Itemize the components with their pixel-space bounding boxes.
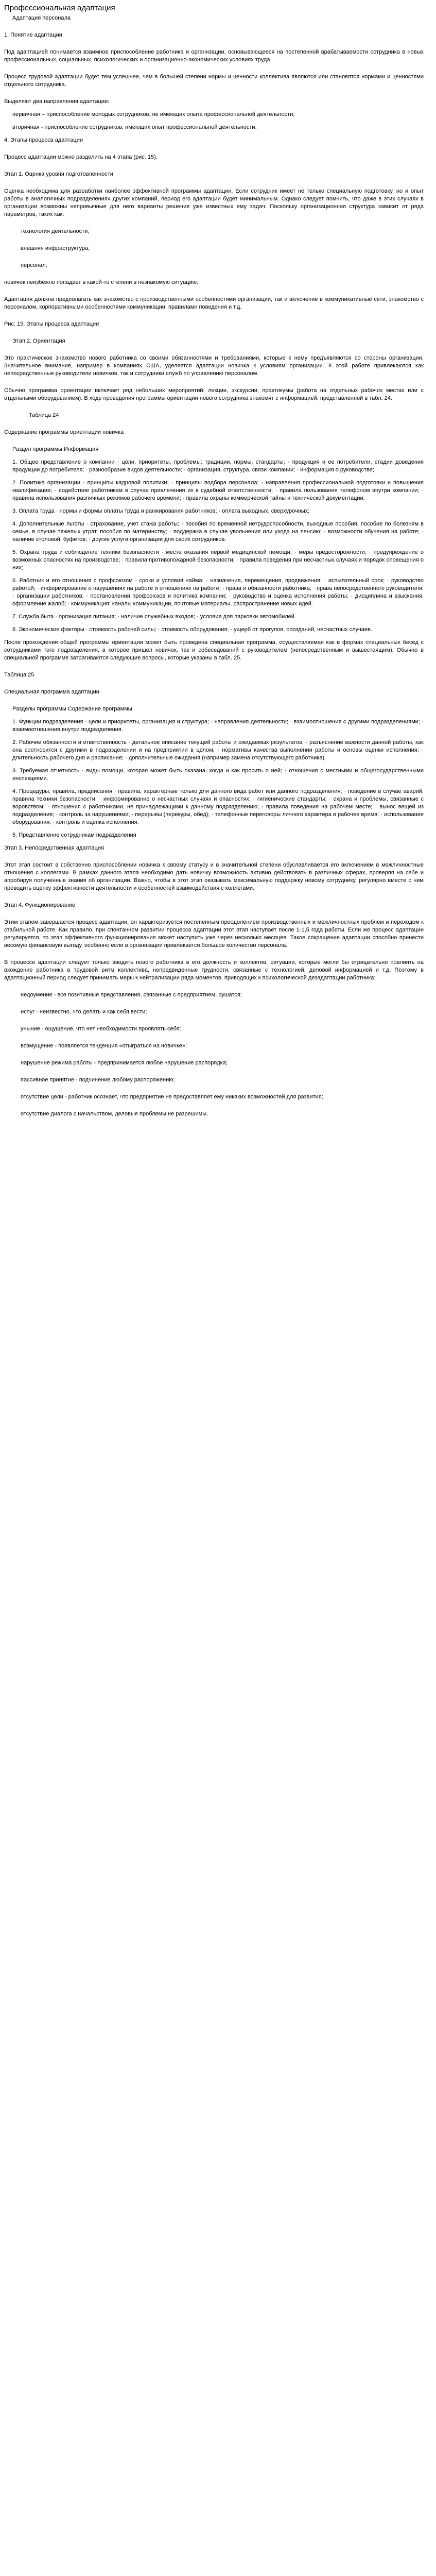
section-heading-tab25: Таблица 25 — [4, 672, 34, 678]
section-heading-s10: Этап 4. Функционирование — [4, 902, 76, 908]
paragraph-p8: технология деятельности; — [21, 228, 90, 234]
paragraph-p12: Адаптация должна предполагать как знакомство с производственными особенностями организации, так и включение в коммуникативные сети, знакомство с персоналом, корпоративными особенностями коммуникации, правилами поведения и т.д. — [4, 296, 424, 310]
paragraph-p14: Обычно программа ориентации включает ряд небольших мероприятий: лекции, экскурсии, практикумы (работа на отдельных рабочих местах или с отдельными оборудованием). В ходе проведения программы ориентации нового сотрудника знакомят с информацией, представленной в табл. 24. — [4, 387, 424, 401]
document-body — [4, 31, 424, 1118]
paragraph-t25r5: 5. Представление сотрудникам подразделения — [12, 832, 136, 838]
paragraph-t24r7: 7. Служба быта · организация питания; · наличие служебных входов; · условия для парковки автомобилей. — [12, 614, 296, 620]
document-subtitle: Адаптация персонала — [12, 15, 71, 21]
paragraph-t24r3: 3. Оплата труда · нормы и формы оплаты труда и ранжирования работников; · оплата выходных, сверхурочных; — [12, 508, 310, 514]
section-heading-s7: Содержание программы ориентации новичка — [4, 429, 124, 435]
paragraph-p9: внешняя инфраструктура; — [21, 245, 90, 251]
section-heading-s9: Этап 3. Непосредственная адаптация — [4, 845, 104, 851]
paragraph-p2: Процесс трудовой адаптации будет тем успешнее, чем в большей степени нормы и ценности коллектива являются или становятся нормами и ценностями отдельного сотрудника. — [4, 74, 424, 88]
paragraph-p10: персонал; — [21, 262, 47, 268]
paragraph-t25r1: 1. Функции подразделения · цели и приоритеты, организация и структура; · направления деятельности; · взаимоотношения с другими подразделениями; · взаимоотношения внутри подразделения. — [12, 719, 424, 733]
paragraph-t24h: Раздел программы Информация — [12, 446, 99, 452]
section-heading-tab24: Таблица 24 — [29, 412, 59, 418]
section-heading-s1: 1. Понятие адаптации — [4, 32, 62, 38]
paragraph-t24r2: 2. Политика организации · принципы кадровой политики; · принципы подбора персонала; · направления профессиональной подготовки и повышения квалификации; · содействие работникам в случае привлечения их к судебной ответственности; · правила пользования телефоном внутри компании; · правила использования различных режимов рабочего времени; · правила охраны коммерческой тайны и технической документации; — [12, 480, 424, 501]
paragraph-p20: испуг - неизвестно, что делать и как себя вести; — [21, 1009, 147, 1015]
paragraph-p21: уныние - ощущение, что нет необходимости проявлять себя; — [21, 1026, 181, 1032]
paragraph-t25h: Разделы программы Содержание программы — [12, 706, 132, 712]
paragraph-t25r4: 4. Процедуры, правила, предписания · правила, характерные только для данного вида работ или данного подразделения; · поведение в случае аварий, правила техники безопасности; · информирование о несчастных случаях и опасностях; · гигиенические стандарты; · охрана и проблемы, связанные с воровством; · отношения с работниками, не принадлежащими к данному подразделению; · правила поведения на рабочем месте; · вынос вещей из подразделения; · контроль за нарушениями; · перерывы (перекуры, обед); · телефонные переговоры личного характера в рабочее время; · использование оборудования; · контроль и оценка исполнения. — [12, 788, 424, 825]
paragraph-p23: нарушение режима работы - предпринимается любое нарушение распорядка; — [21, 1060, 228, 1066]
section-heading-s6: Этап 2. Ориентация — [12, 338, 65, 344]
paragraph-p7: Оценка необходима для разработки наиболее эффективной программы адаптации. Если сотрудник имеет не только специальную подготовку, но и опыт работы в аналогичных подразделениях других компаний, период его адаптации будет минимальным. Однако следует помнить, что даже в этих случаях в организации возможны непривычные для него варианты решения уже известных ему задач. Поскольку организационная структура зависит от ряда параметров, таких как: — [4, 188, 424, 217]
paragraph-p13: Это практическое знакомство нового работника со своими обязанностями и требованиями, которые к нему предъявляются со стороны организации. Значительное внимание, например в компаниях США, уделяется адаптации новичка к условиям организации. К этой работе привлекаются как непосредственные руководители новичков, так и сотрудники служб по управлению персоналом. — [4, 355, 424, 377]
paragraph-p16: Этот этап состоит в собственно приспособлении новичка к своему статусу и в значительной степени обуславливается его включением в межличностные отношения с коллегами. В рамках данного этапа необходимо дать новичку возможность активно действовать в различных сферах, проверяя на себе и апробируя полученные знания об организации. Важно, чтобы в этот этап оказывать максимальную поддержку новому сотруднику, регулярно вместе с ним проводить оценку эффективности деятельности и особенностей взаимодействия с коллегами. — [4, 862, 424, 891]
paragraph-p22: возмущение - появляется тенденция «отыграться на новичке»; — [21, 1043, 187, 1049]
paragraph-p25: отсутствие цели - работник осознает, что предприятие не предоставляет ему никаких возможностей для развития; — [21, 1094, 323, 1100]
paragraph-p26: отсутствие диалога с начальством, деловые проблемы не разрешимы. — [21, 1111, 208, 1117]
paragraph-p11: новичок неизбежно попадает в какой-то степени в незнакомую ситуацию. — [4, 279, 199, 285]
paragraph-t24r4: 4. Дополнительные льготы · страхование, учет стажа работы; · пособия по временной нетрудоспособности, выходные пособия, пособие по болезням в семье, в случае тяжелых утрат, пособия по материнству; · поддержка в случае увольнения или ухода на пенсию; · возможности обучения на работе; · наличие столовой, буфетов; · другие услуги организации для своих сотрудников. — [12, 521, 424, 543]
paragraph-t25r2: 2. Рабочие обязанности и ответственность · детальное описание текущей работы и ожидаемых результатов; · разъяснение важности данной работы, как она соотносится с другими в подразделении и на предприятии в целом; · нормативы качества выполнения работы и основы оценки исполнения; · длительность рабочего дня и расписание; · дополнительные ожидания (например замена отсутствующего работника). — [12, 739, 424, 761]
paragraph-t24r8: 8. Экономические факторы · стоимость рабочей силы; · стоимость оборудования; · ущерб от прогулов, опозданий, несчастных случаев. — [12, 626, 372, 633]
paragraph-p18: В процессе адаптации следует только вводить нового работника в его должность и коллектив, ситуации, которые могли бы отрицательно повлиять на вхождение работника в трудовой ритм коллектива, непредвиденные трудности, связанные с технологией, деловой информацией и т.д. Поэтому в адаптационный период следует принимать меры к нейтрализации ряда моментов, приводящих к психологической дезадаптации работника: — [4, 959, 424, 981]
paragraph-p1: Под адаптацией понимается взаимное приспособление работника и организации, основывающееся на постепенной врабатываемости сотрудника в новых профессиональных, социальных, психологических и организационно-экономических условиях труда. — [4, 49, 424, 63]
section-heading-s4: 4. Этапы процесса адаптации — [4, 137, 83, 143]
paragraph-t24r5: 5. Охрана труда и соблюдение техники безопасности · места оказания первой медицинской помощи; · меры предосторожности; · предупреждение о возможных опасностях на производстве; · правила противопожарной безопасности; · правила поведения при несчастных случаях и порядок оповещения о них; — [12, 549, 424, 571]
paragraph-p3: Выделяют два направления адаптации: — [4, 98, 110, 105]
paragraph-p24: пассивное принятие - подчинение любому распоряжению; — [21, 1077, 175, 1083]
document-page — [0, 0, 428, 1138]
document-title: Профессиональная адаптация — [4, 4, 115, 12]
section-heading-s5: Этап 1. Оценка уровня подготовленности — [4, 171, 113, 177]
paragraph-p6: Процесс адаптации можно разделить на 4 этапа (рис. 15). — [4, 154, 158, 160]
section-heading-fig: Рис. 15. Этапы процесса адаптации — [4, 321, 99, 327]
paragraph-p4: первичная – приспособление молодых сотрудников, не имеющих опыта профессиональной деятельности; — [12, 111, 295, 117]
paragraph-t25r3: 3. Требуемая отчетность · виды помощи, которая может быть оказана, когда и как просить о ней; · отношения с местными и общегосударственными инспекциями. — [12, 768, 424, 782]
paragraph-t24r1: 1. Общее представление о компании · цели, приоритеты, проблемы; традиции, нормы, стандарты; · продукция и ее потребители, стадии доведения продукции до потребителя; · разнообразие видов деятельности; · организация, структура, связи компании; · информация о руководстве; — [12, 459, 424, 473]
paragraph-p15: После прохождения общей программы ориентации может быть проведена специальная программа, осуществляемая как в формах специальных бесед с сотрудниками того подразделения, в которое пришел новичок, так и собеседований с руководителем (непосредственным и вышестоящим). Обычно в специальной программе затрагиваются следующие вопросы, которые указаны в табл. 25. — [4, 639, 424, 661]
paragraph-p19: недоумение - все позитивные представления, связанные с предприятием, рушатся; — [21, 992, 242, 998]
paragraph-p5: вторичная - приспособление сотрудников, имеющих опыт профессиональной деятельности. — [12, 124, 257, 130]
section-heading-s8: Специальная программа адаптации — [4, 689, 99, 695]
paragraph-p17: Этим этапом завершается процесс адаптации, он характеризуется постепенным преодолением производственных и межличностных проблем и переходом к стабильной работе. Как правило, при спонтанном развитии процесса адаптации этот этап наступает после 1-1,5 года работы. Если же процесс адаптации регулируется, то этап эффективного функционирования может наступить уже через несколько месяцев. Такое сокращение адаптации способно принести весомую финансовую выгоду, особенно если в организации привлекается большое количество персонала. — [4, 919, 424, 948]
paragraph-t24r6: 6. Работник и его отношения с профсоюзом · сроки и условия найма; · назначения, перемещения, продвижения; · испытательный срок; · руководство работой; · информирование о нарушениях на работе и отношениях на работе; · права и обязанности работника; · права непосредственного руководителя; · организации работников; · постановления профсоюзов и политика компании; · руководство и оценка исполнения работы; · дисциплина и взыскания, оформление жалоб; · коммуникация: каналы коммуникации, почтовые материалы, распространение новых идей. — [12, 578, 424, 607]
